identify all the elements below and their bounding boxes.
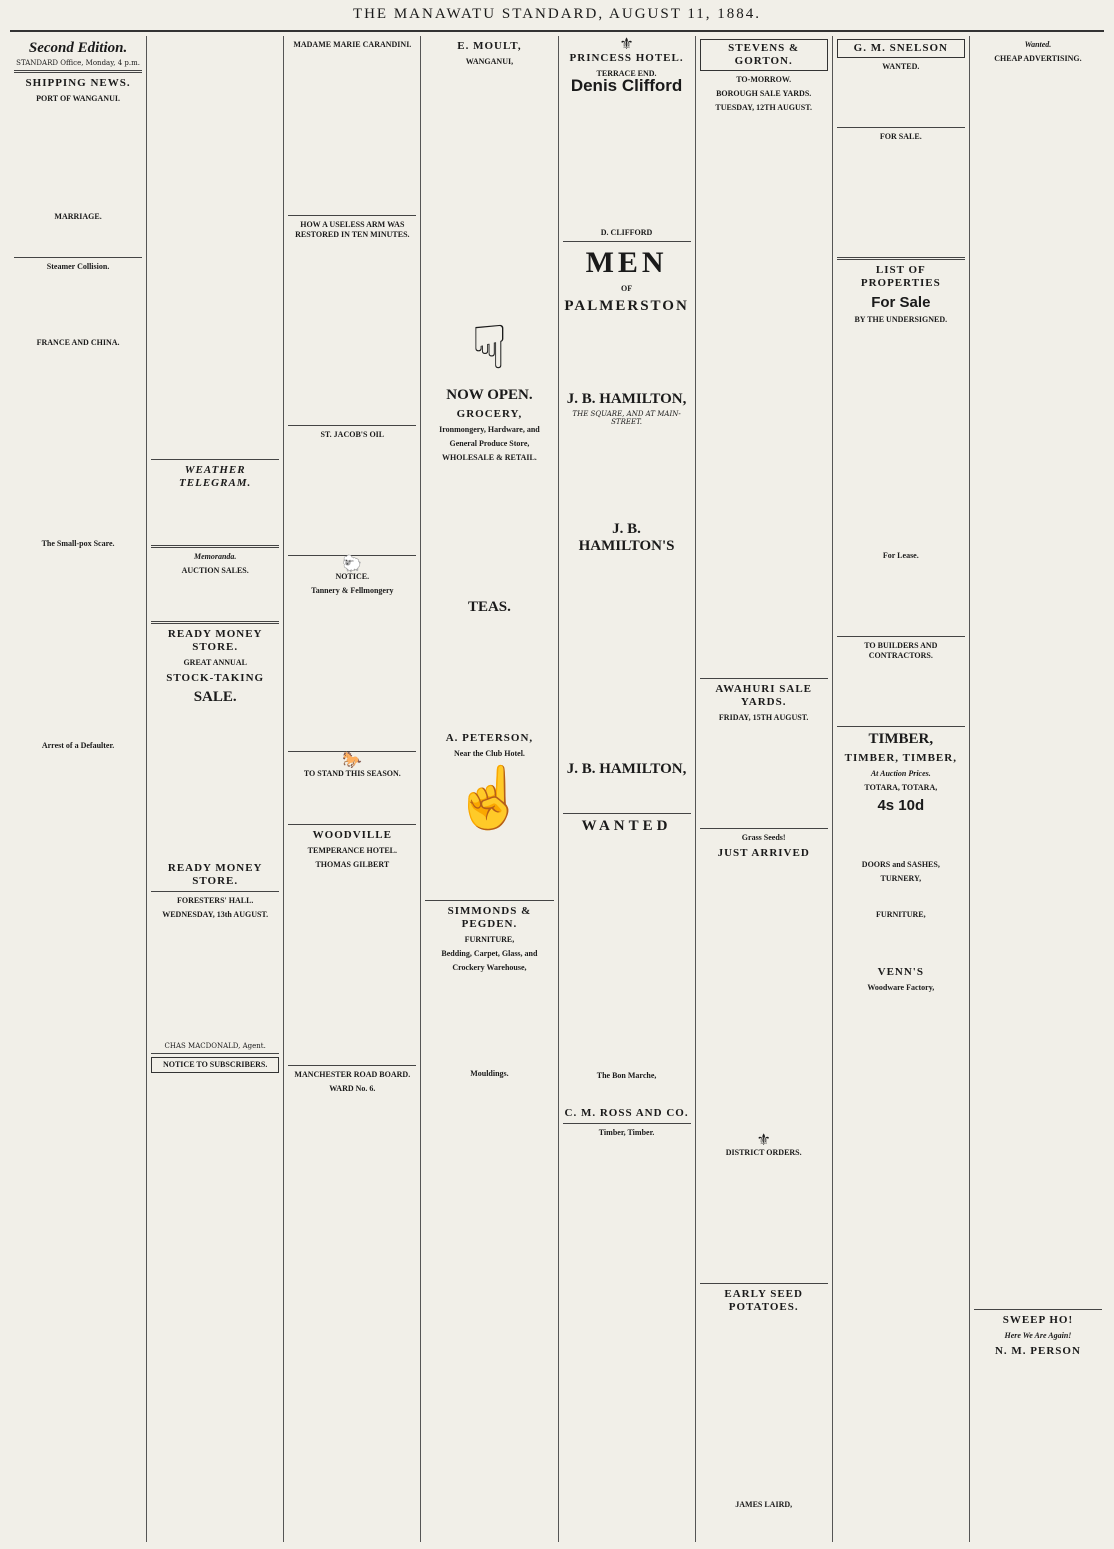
weather-heading: WEATHER TELEGRAM. — [179, 464, 252, 489]
steamer-heading: Steamer Collision. — [46, 261, 110, 271]
just-arrived-heading: JUST ARRIVED — [717, 847, 810, 859]
simmonds-heading: SIMMONDS & PEGDEN. — [447, 905, 532, 930]
pointing-hand-icon: ☟ — [471, 313, 508, 383]
sale-heading: SALE. — [193, 689, 237, 705]
hamilton-address: THE SQUARE, AND AT MAIN-STREET. — [572, 409, 681, 427]
undersigned-heading: BY THE UNDERSIGNED. — [854, 315, 948, 324]
crest-icon: ⚜ — [619, 36, 634, 53]
here-again: Here We Are Again! — [1004, 1331, 1072, 1340]
cheap-advertising-heading: CHEAP ADVERTISING. — [994, 54, 1082, 63]
auction-heading: AUCTION SALES. — [181, 566, 249, 575]
marriage-heading: MARRIAGE. — [54, 212, 102, 222]
totara-heading: TOTARA, TOTARA, — [864, 783, 938, 792]
shipping-text — [14, 106, 142, 208]
wanted-heading-8: Wanted. — [1024, 40, 1052, 49]
club-hotel-line: Near the Club Hotel. — [453, 749, 525, 758]
clydesdale-heading: TO STAND THIS SEASON. — [303, 768, 401, 778]
woodware-heading: Woodware Factory, — [867, 983, 935, 992]
shipping-heading: SHIPPING NEWS. — [25, 77, 131, 90]
for-sale-heading: FOR SALE. — [879, 132, 922, 141]
masthead: THE MANAWATU STANDARD, AUGUST 11, 1884. — [352, 6, 762, 22]
useless-arm-heading: HOW A USELESS ARM WAS RESTORED IN TEN MINUTES. — [295, 220, 410, 239]
grass-seeds-heading: Grass Seeds! — [741, 833, 786, 842]
now-open-heading: NOW OPEN. — [446, 387, 533, 403]
furniture-heading: FURNITURE, — [464, 935, 515, 944]
horse-illustration: 🐎 — [342, 750, 363, 770]
column-4 — [421, 36, 558, 1542]
edition-heading: Second Edition. — [28, 40, 128, 56]
for-sale-big: For Sale — [871, 294, 931, 311]
ward-heading: WARD No. 6. — [329, 1083, 376, 1093]
smallpox-heading: The Small-pox Scare. — [41, 539, 115, 549]
ready-money-heading: READY MONEY STORE. — [167, 628, 263, 653]
hamilton-heading: J. B. HAMILTON, — [566, 390, 687, 407]
manchester-heading: MANCHESTER ROAD BOARD. — [294, 1069, 411, 1079]
ross-heading: C. M. ROSS AND CO. — [564, 1106, 689, 1119]
clifford-signature: D. CLIFFORD — [600, 227, 653, 237]
annual-heading: GREAT ANNUAL — [183, 658, 247, 667]
general-produce-heading: General Produce Store, — [449, 439, 530, 448]
bedding-heading: Bedding, Carpet, Glass, and — [441, 949, 538, 958]
column-5 — [559, 36, 696, 1542]
temperance-heading: TEMPERANCE HOTEL. — [307, 845, 397, 855]
tomorrow-heading: TO-MORROW. — [736, 75, 792, 84]
furniture-heading-7: FURNITURE, — [876, 910, 926, 919]
friday-heading: FRIDAY, 15TH AUGUST. — [718, 713, 809, 722]
price-heading: 4s 10d — [877, 797, 925, 814]
terrace-end: TERRACE END. — [596, 69, 657, 79]
defaulter-heading: Arrest of a Defaulter. — [41, 740, 115, 750]
column-6 — [696, 36, 833, 1542]
macdonald-agent: CHAS MACDONALD, Agent. — [164, 1042, 266, 1050]
france-heading: FRANCE AND CHINA. — [36, 338, 120, 348]
person-heading: N. M. PERSON — [994, 1345, 1081, 1357]
wanted-heading: WANTED — [581, 817, 672, 834]
column-7 — [833, 36, 970, 1542]
awahuri-heading: AWAHURI SALE YARDS. — [715, 683, 813, 708]
turnery-heading: TURNERY, — [880, 874, 922, 883]
newspaper-columns — [10, 36, 1106, 1542]
carandini-heading: MADAME MARIE CARANDINI. — [293, 40, 412, 49]
moult-heading: E. MOULT, — [457, 40, 522, 52]
borough-heading: BOROUGH SALE YARDS. — [716, 89, 812, 98]
column-1 — [10, 36, 147, 1542]
grocery-heading: GROCERY, — [456, 408, 523, 420]
notice-heading: NOTICE. — [335, 572, 370, 582]
clifford-name: Denis Clifford — [570, 76, 683, 96]
woodville-heading: WOODVILLE — [312, 828, 392, 841]
sweep-heading: SWEEP HO! — [1002, 1314, 1074, 1326]
builders-heading: TO BUILDERS AND CONTRACTORS. — [864, 641, 938, 660]
tuesday-heading: TUESDAY, 12TH AUGUST. — [715, 103, 812, 112]
district-orders-heading: DISTRICT ORDERS. — [725, 1148, 802, 1158]
gilbert-heading: THOMAS GILBERT — [315, 859, 390, 869]
teas-heading: TEAS. — [467, 599, 511, 615]
hamiltons-heading: J. B. HAMILTON'S — [578, 520, 675, 554]
timber-timber: TIMBER, TIMBER, — [844, 752, 957, 764]
crockery-heading: Crockery Warehouse, — [452, 963, 527, 972]
masthead-rule — [10, 30, 1104, 32]
wanted-subheading: WANTED. — [882, 62, 920, 71]
princess-hotel-heading: PRINCESS HOTEL. — [569, 52, 684, 65]
sheep-illustration: 🐑 — [342, 554, 363, 573]
column-8 — [970, 36, 1106, 1542]
port-wanganui: PORT OF WANGANUI. — [36, 94, 120, 104]
timber-heading: Timber, Timber. — [598, 1127, 655, 1137]
bon-marche-heading: The Bon Marche, — [596, 1070, 657, 1080]
ironmongery-heading: Ironmongery, Hardware, and — [439, 425, 540, 434]
laird-heading: JAMES LAIRD, — [735, 1500, 793, 1510]
timber-heading: TIMBER, — [868, 731, 934, 747]
snelson-heading: G. M. SNELSON — [837, 39, 965, 58]
crest-icon-2: ⚜ — [756, 1130, 771, 1149]
list-properties-heading: LIST OF PROPERTIES — [860, 264, 941, 289]
potatoes-heading: EARLY SEED POTATOES. — [724, 1288, 803, 1314]
pointing-up-hand-icon: ☝ — [452, 763, 527, 833]
stevens-heading: STEVENS & GORTON. — [700, 39, 828, 71]
office-line: STANDARD Office, Monday, 4 p.m. — [16, 59, 140, 67]
notice-subscribers: NOTICE TO SUBSCRIBERS. — [151, 1057, 279, 1073]
doors-heading: DOORS and SASHES, — [861, 860, 940, 869]
wholesale-heading: WHOLESALE & RETAIL. — [442, 453, 537, 462]
men-heading: MEN — [585, 245, 668, 279]
memoranda-heading: Memoranda. — [193, 552, 237, 561]
auction-prices: At Auction Prices. — [870, 769, 931, 778]
jacobs-oil-heading: ST. JACOB'S OIL — [320, 430, 385, 439]
column-3 — [284, 36, 421, 1542]
stocktaking-heading: STOCK-TAKING — [166, 672, 265, 684]
mouldings-heading: Mouldings. — [470, 1069, 509, 1078]
column-2 — [147, 36, 284, 1542]
palmerston-heading: PALMERSTON — [564, 297, 689, 314]
peterson-heading: A. PETERSON, — [445, 732, 534, 744]
foresters-heading: FORESTERS' HALL. — [176, 896, 254, 905]
venns-heading: VENN'S — [877, 966, 924, 978]
lease-heading: For Lease. — [882, 551, 919, 560]
moult-location: WANGANUI, — [465, 57, 514, 66]
of-heading: OF — [621, 283, 633, 293]
wednesday-heading: WEDNESDAY, 13th AUGUST. — [162, 910, 269, 919]
tannery-heading: Tannery & Fellmongery — [311, 586, 394, 596]
ready-money-heading-2: READY MONEY STORE. — [167, 862, 263, 887]
hamilton-new-heading: J. B. HAMILTON, — [566, 760, 687, 777]
